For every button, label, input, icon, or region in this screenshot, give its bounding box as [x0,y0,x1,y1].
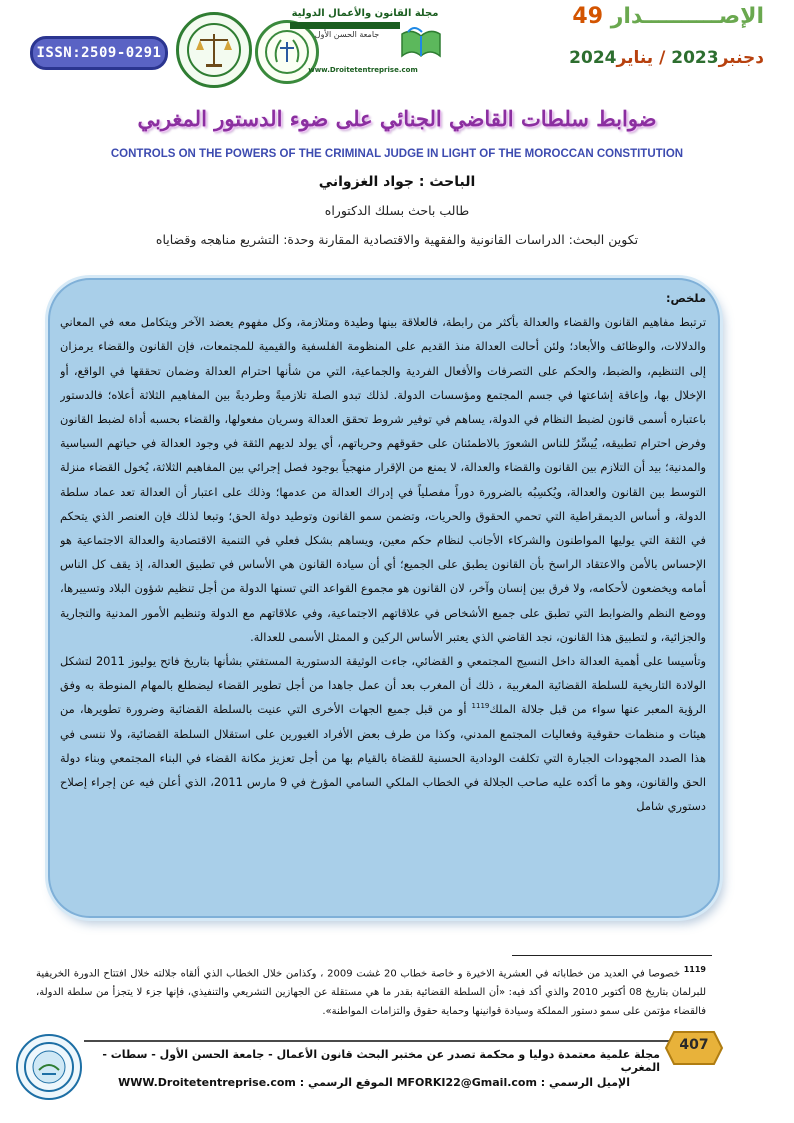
footnote-reference[interactable]: 1119 [471,702,490,711]
author-affiliation: تكوين البحث: الدراسات القانونية والفقهية والاقتصادية المقارنة وحدة: التشريع مناهجه وقضاياه [155,232,639,247]
issn-badge: ISSN:2509-0291 [30,36,168,70]
issue-word: الإصــــــــــدار [610,4,764,29]
journal-name: مجلة القانون والأعمال الدولية [291,8,439,19]
article-title-english: CONTROLS ON THE POWERS OF THE CRIMINAL JUDGE IN LIGHT OF THE MOROCCAN CONSTITUTION [110,148,684,160]
article-title-arabic: ضوابط سلطات القاضي الجنائي على ضوء الدستور المغربي [137,106,657,131]
author-name: الباحث : جواد الغزواني [318,174,476,190]
footnote-text: خصوصا في العديد من خطاباته في العشرية الاخيرة و خاصة خطاب 20 غشت 2009 ، وكذامن خلال الخطاب الذي ألقاه جلالته خلال افتتاح الدورة الخريفية للبرلمان بتاريخ 08 أكتوبر 2010 والذي أكد فيه: «أن السلطة القضائية بقدر ما هي مستقلة عن الجهازين التشريعي والتنفيذي، فإنها جزء لا يتجزأ من سلطة الدولة، فالقضاء مؤتمن على سمو دستور المملكة وسيادة قوانينها وحماية حقوق والتزامات المواطنة». [36,968,706,1018]
scales-of-justice-icon [184,20,244,80]
open-book-icon [400,26,442,62]
abstract-paragraph-1: ترتبط مفاهيم القانون والقضاء والعدالة بأكثر من رابطة، فالعلاقة بينها وطيدة ومتلازمة، وكل مفهوم يعضد الآخر ويتكامل معه في المعاني والدلالات، والوظائف والأبعاد؛ ولئن أحالت العدالة منذ القديم على المنظومة الفلسفية والقيمية للمجتمعات، فإن القانون والقضاء يرمزان إلى التنظيم، والضبط، والحكم على التصرفات والأفعال الفردية والجماعية، التي من شأنها احترام العدالة وضمان تحققها في الواقع، أو الإخلال بها، وإعاقة إشاعتها في جسم المجتمع ومؤسسات الدولة. لذلك تبدو الصلة تلازميةً وطرديةً بين المفاهيم الثلاثة أعلاه؛ فالدستور باعتباره أسمى قانون لضبط النظام في الدولة، يساهم في توفير شروط تحقق العدالة وسريان مفعولها، والقضاء بحسبه أداة لضبط القانون وفرض احترام تطبيقه، يُيسِّرُ للناس الشعورَ بالاطمئنان على حقوقهم وحرياتهم، أي يولد لديهم الثقة في وجود العدالة في حياتهم السياسية والمدنية؛ بيد أن التلازم بين القانون والقضاء والعدالة، لا يمنع من الإقرار منهجياً بوجود فصل إجرائي بين المفاهيم الثلاثة، يُخول القضاء منزلة التوسط بين القانون والعدالة، ويُكسِبُه بالضرورة دوراً مفصلياً في إدراك العدالة من عدمها؛ وذلك على اعتبار أن العدالة تعد عماد سلطة الدولة، و أساس الديمقراطية التي تحمي الحقوق والحريات، وتضمن سمو القانون وتوطيد دولة الحق؛ وتبعا لذلك فإن العنصر الذي يتحكم في الثقة التي يوليها المواطنون والشركاء الأجانب لنظام حكم معين، ويساهم بشكل فعلي في التنمية الاقتصادية والعدالة الاجتماعية هو الإحساس بالأمن والاعتقاد الراسخ بأن القانون يطبق على الجميع؛ أي أن سيادة القانون هي الأساس في تطبيق العدالة، إذ يقف كل الناس أمامه ويخضعون لأحكامه، ولا فرق بين إنسان وآخر، لان القانون هو مجموع القواعد التي تسنها الدولة من أجل تنظيم شؤون البلاد وتسييرها، ووضع النظم والضوابط التي تطبق على جميع الأشخاص في علاقاتهم الاجتماعية، وفي علاقاتهم مع الدولة وتنظيم الأمور المدنية والتجارية والجزائية، و لتطبيق هذا القانون، نجد القاضي الذي يعتبر الأساس الركين و الممثل الأسمى للعدالة. [60,315,706,644]
date-month-2: يناير [616,48,654,68]
journal-banner-strip [290,22,400,29]
abstract-content [60,286,706,906]
footnote-divider [512,955,712,956]
abstract-paragraph-2-part-1: وتأسيسا على أهمية العدالة داخل النسيج المجتمعي و القضائي، جاءت الوثيقة الدستورية المستفتي بشأنها بتاريخ فاتح يوليوز 2011 لتشكل الولادة التاريخية للسلطة القضائية المغربية ، ذلك أن المغرب بعد أن عمل جاهدا من أجل تطوير القضاء ليضطلع بالمهام المنوطة به وفق الرؤية المعبر عنها سواء من قبل جلالة الملك [60,654,706,717]
author-role: طالب باحث بسلك الدكتوراه [324,203,470,218]
journal-url: www.Droitetentreprise.com [308,66,418,74]
abstract-paragraph-2 [60,649,706,818]
date-separator: / [659,48,666,68]
issue-label [572,4,764,29]
date-year-1: 2023 [671,48,719,68]
date-month-1: دجنبر [718,48,764,68]
abstract-paragraph-2-part-2: أو من قبل جميع الجهات الأخرى التي عنيت بالسلطة القضائية وضرورة تطويرها، من هيئات و منظمات حقوقية وفعاليات المجتمع المدني، وكذا من طرف بعض الأفراد الغيورين على استقلال السلطة القضائية، ولا ننسى في هذا الصدد المجهودات الجبارة التي تكلفت الودادية الحسنية للقضاة بالقيام بها من أجل تعزيز مكانة القضاء في البناء المجتمعي وبناء دولة الحق والقانون، وهو ما أكده عليه صاحب الجلالة في الخطاب الملكي السامي المؤرخ في 9 مارس 2011، الذي أعلن فيه عن إجراء إصلاح دستوري شامل [60,702,706,814]
circular-seal-icon [22,1040,76,1094]
issue-number: 49 [572,4,604,29]
university-logo [255,20,319,84]
issue-date [569,48,764,68]
abstract-heading: ملخص: [665,291,706,305]
footnote-number: 1119 [683,965,706,974]
university-name: جامعة الحسن الأول [314,30,380,39]
footer-logo [16,1034,82,1100]
footer-description: مجلة علمية معتمدة دوليا و محكمة تصدر عن مختبر البحث قانون الأعمال - جامعة الحسن الأول - سطات - المغرب [102,1048,660,1074]
lab-logo [176,12,252,88]
footnote [36,960,706,1021]
footer-divider [84,1040,712,1042]
footer-contact[interactable]: الإميل الرسمي : MFORKI22@Gmail.com الموقع الرسمي : WWW.Droitetentreprise.com [118,1076,630,1089]
date-year-2: 2024 [569,48,617,68]
page-number: 407 [679,1037,709,1053]
